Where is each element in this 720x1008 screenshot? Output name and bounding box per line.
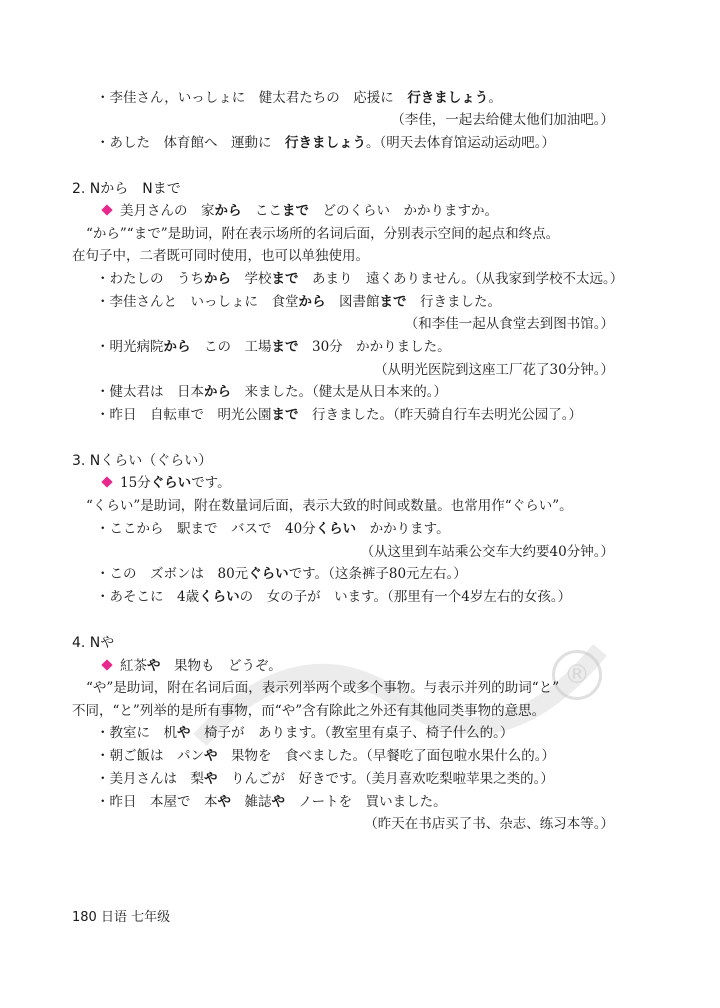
diamond-bullet-icon: [101, 204, 112, 215]
example-line: ・この ズボンは 80元ぐらいです。（这条裤子80元左右。）: [96, 566, 467, 582]
key-sentence: 15分ぐらいです。: [103, 473, 231, 493]
book-title: 日语 七年级: [100, 910, 171, 925]
example-line: ・わたしの うちから 学校まで あまり 遠くありません。（从我家到学校不太远。）: [96, 271, 624, 287]
translation-line: （和李佳一起从食堂去到图书馆。）: [404, 316, 614, 332]
translation-line: （从这里到车站乘公交车大约要40分钟。）: [360, 544, 614, 560]
example-line: ・昨日 自転車で 明光公園まで 行きました。（昨天骑自行车去明光公园了。）: [96, 407, 582, 423]
translation-line: （昨天在书店买了书、杂志、练习本等。）: [364, 816, 614, 832]
example-line: ・美月さんは 梨や りんごが 好きです。（美月喜欢吃梨啦苹果之类的。）: [96, 771, 554, 787]
section-heading: 3. Nくらい（ぐらい）: [72, 453, 213, 469]
registered-mark-watermark: ®: [552, 650, 602, 700]
page-number: 180: [72, 910, 97, 925]
key-sentence: 美月さんの 家から ここまで どのくらい かかりますか。: [103, 201, 498, 221]
explanation-paragraph: 在句子中，二者既可同时使用，也可以单独使用。: [72, 248, 369, 264]
section-heading: 2. Nから Nまで: [72, 181, 181, 197]
key-sentence: 紅茶や 果物も どうぞ。: [103, 656, 282, 676]
example-line: ・あそこに 4歳くらいの 女の子が います。（那里有一个4岁左右的女孩。）: [96, 589, 572, 605]
section-heading: 4. Nや: [72, 635, 115, 651]
example-line: ・健太君は 日本から 来ました。（健太是从日本来的。）: [96, 384, 447, 400]
explanation-paragraph: “から”“まで”是助词，附在表示场所的名词后面，分别表示空间的起点和终点。: [86, 226, 560, 242]
example-line: ・ここから 駅まで バスで 40分くらい かかります。: [96, 521, 450, 537]
example-line: ・朝ご飯は パンや 果物を 食べました。（早餐吃了面包啦水果什么的。）: [96, 748, 555, 764]
page-footer: [72, 906, 170, 925]
example-line: ・明光病院から この 工場まで 30分 かかりました。: [96, 339, 451, 355]
explanation-paragraph: “くらい”是助词，附在数量词后面，表示大致的时间或数量。也常用作“ぐらい”。: [86, 498, 573, 514]
example-line: ・教室に 机や 椅子が あります。（教室里有桌子、椅子什么的。）: [96, 725, 514, 741]
diamond-bullet-icon: [101, 659, 112, 670]
example-line: ・李佳さんと いっしょに 食堂から 図書館まで 行きました。: [96, 294, 501, 310]
translation-line: （从明光医院到这座工厂花了30分钟。）: [374, 362, 614, 378]
explanation-paragraph: 不同，“と”列举的是所有事物，而“や”含有除此之外还有其他同类事物的意思。: [72, 703, 546, 719]
explanation-paragraph: “や”是助词，附在名词后面，表示列举两个或多个事物。与表示并列的助词“と”: [86, 680, 560, 696]
example-line: ・あした 体育館へ 運動に 行きましょう。（明天去体育馆运动运动吧。）: [96, 135, 555, 151]
example-line: ・李佳さん，いっしょに 健太君たちの 応援に 行きましょう。: [96, 90, 502, 106]
translation-line: （李佳，一起去给健太他们加油吧。）: [391, 112, 614, 128]
diamond-bullet-icon: [101, 476, 112, 487]
example-line: ・昨日 本屋で 本や 雑誌や ノートを 買いました。: [96, 794, 447, 810]
